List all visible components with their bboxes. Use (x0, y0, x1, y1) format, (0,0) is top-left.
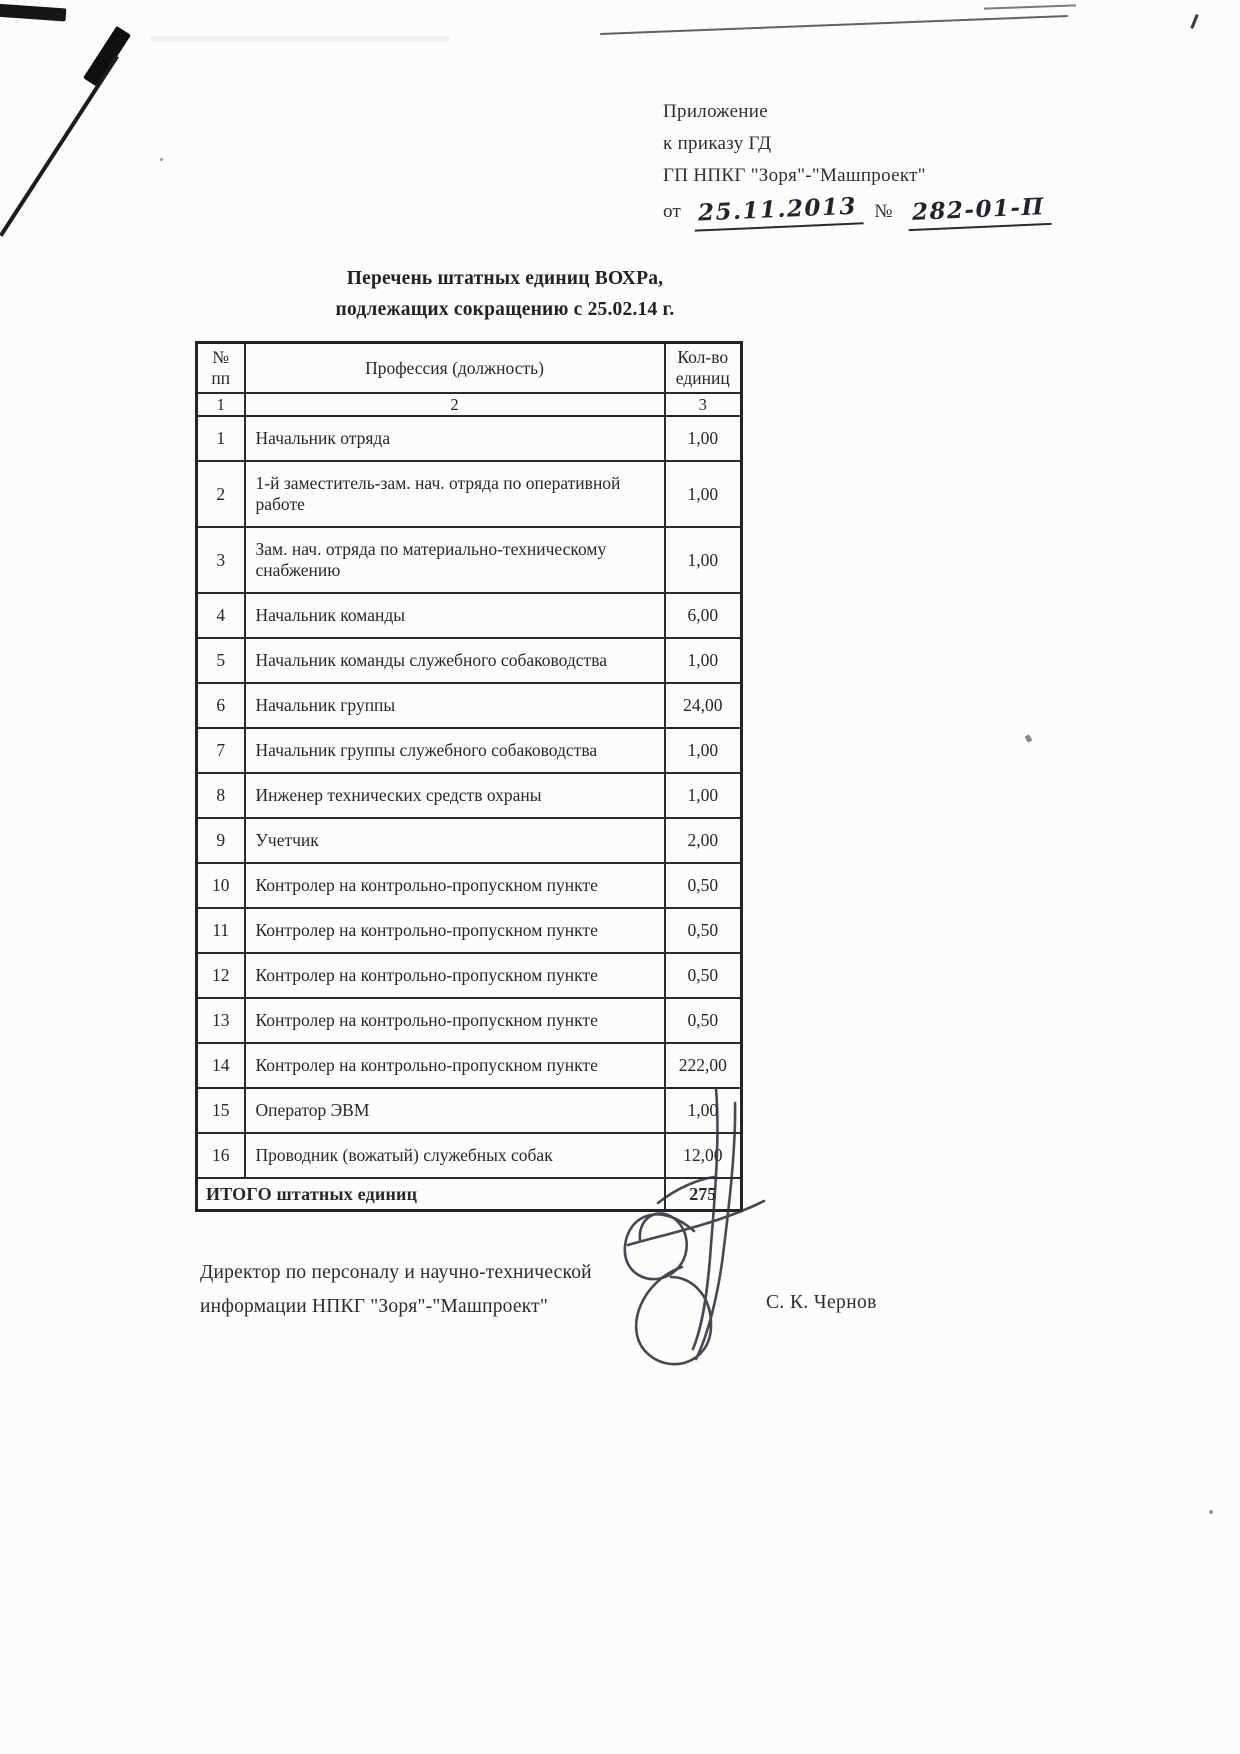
document-title (195, 263, 815, 325)
cell-profession: Контролер на контрольно-пропускном пункте (245, 1043, 665, 1088)
scan-artifact-top-left-bar (0, 4, 66, 22)
signatory-block (200, 1256, 592, 1324)
cell-row-number: 15 (197, 1088, 245, 1133)
table-body (197, 416, 742, 1178)
scan-speck (160, 158, 163, 161)
cell-row-number: 16 (197, 1133, 245, 1178)
scan-artifact-corner-wedge (83, 26, 131, 87)
cell-row-number: 9 (197, 818, 245, 863)
cell-profession: Оператор ЭВМ (245, 1088, 665, 1133)
cell-row-number: 12 (197, 953, 245, 998)
cell-count: 0,50 (665, 953, 742, 998)
table-row (197, 773, 742, 818)
scan-artifact-top-line (600, 15, 1068, 35)
handwritten-order-number: 282-01-П (907, 191, 1051, 231)
cell-row-number: 2 (197, 461, 245, 527)
table-row (197, 953, 742, 998)
cell-count: 1,00 (665, 416, 742, 461)
scan-speck (1209, 1510, 1213, 1514)
ref-line-appendix: Приложение (663, 101, 768, 122)
table-row (197, 728, 742, 773)
cell-count: 1,00 (665, 638, 742, 683)
cell-profession: Начальник команды служебного собаководства (245, 638, 665, 683)
col-header-count (665, 343, 742, 394)
cell-count: 1,00 (665, 728, 742, 773)
ref-line-to-order: к приказу ГД (663, 133, 772, 154)
cell-count: 1,00 (665, 527, 742, 593)
ref-line-company: ГП НПКГ "Зоря"-"Машпроект" (663, 165, 926, 186)
cell-profession: Начальник группы служебного собаководства (245, 728, 665, 773)
cell-count: 24,00 (665, 683, 742, 728)
cell-profession: Начальник группы (245, 683, 665, 728)
cell-profession: Контролер на контрольно-пропускном пункте (245, 998, 665, 1043)
staff-table (195, 341, 743, 1212)
cell-count: 1,00 (665, 461, 742, 527)
cell-row-number: 13 (197, 998, 245, 1043)
cell-row-number: 10 (197, 863, 245, 908)
table-header-row (197, 343, 742, 394)
title-line-2: подлежащих сокращению с 25.02.14 г. (335, 299, 675, 320)
table-row (197, 1043, 742, 1088)
table-row (197, 683, 742, 728)
signatory-line-1: Директор по персоналу и научно-технической (200, 1262, 592, 1283)
scan-artifact-corner-fold-line (0, 55, 119, 237)
column-index-2: 2 (245, 393, 665, 416)
ref-line-date-number (663, 194, 1051, 228)
col-header-number (197, 343, 245, 394)
table-row (197, 527, 742, 593)
total-value: 275 (665, 1178, 742, 1211)
column-index-1: 1 (197, 393, 245, 416)
cell-row-number: 1 (197, 416, 245, 461)
table-row (197, 998, 742, 1043)
cell-profession: Контролер на контрольно-пропускном пункте (245, 863, 665, 908)
cell-row-number: 11 (197, 908, 245, 953)
date-prefix-label: от (663, 201, 682, 222)
order-reference-block (663, 96, 1051, 228)
table-row (197, 638, 742, 683)
cell-profession: Учетчик (245, 818, 665, 863)
cell-count: 2,00 (665, 818, 742, 863)
cell-row-number: 3 (197, 527, 245, 593)
scan-artifact-corner-tick (1190, 14, 1198, 29)
number-sign-label: № (874, 201, 893, 222)
scan-speck (1025, 734, 1033, 743)
cell-count: 12,00 (665, 1133, 742, 1178)
scan-artifact-smudge (150, 36, 450, 42)
cell-count: 6,00 (665, 593, 742, 638)
signatory-name: С. К. Чернов (766, 1292, 877, 1313)
cell-row-number: 8 (197, 773, 245, 818)
column-index-row (197, 393, 742, 416)
column-index-3: 3 (665, 393, 742, 416)
cell-row-number: 5 (197, 638, 245, 683)
table-row (197, 593, 742, 638)
cell-count: 0,50 (665, 998, 742, 1043)
total-label: ИТОГО штатных единиц (197, 1178, 665, 1211)
cell-row-number: 14 (197, 1043, 245, 1088)
cell-profession: Контролер на контрольно-пропускном пункте (245, 908, 665, 953)
col-header-count-bottom: единиц (675, 368, 730, 388)
col-header-profession: Профессия (должность) (245, 343, 665, 394)
title-line-1: Перечень штатных единиц ВОХРа, (346, 268, 664, 289)
table-row (197, 818, 742, 863)
cell-profession: Инженер технических средств охраны (245, 773, 665, 818)
cell-count: 222,00 (665, 1043, 742, 1088)
table-row (197, 416, 742, 461)
cell-count: 0,50 (665, 908, 742, 953)
scan-artifact-top-line-short (984, 4, 1076, 9)
cell-profession: Проводник (вожатый) служебных собак (245, 1133, 665, 1178)
col-header-count-top: Кол-во (677, 347, 729, 367)
cell-profession: Контролер на контрольно-пропускном пункте (245, 953, 665, 998)
cell-count: 0,50 (665, 863, 742, 908)
cell-profession: 1-й заместитель-зам. нач. отряда по оперативной работе (245, 461, 665, 527)
signatory-line-2: информации НПКГ "Зоря"-"Машпроект" (200, 1296, 549, 1317)
cell-profession: Начальник отряда (245, 416, 665, 461)
cell-row-number: 7 (197, 728, 245, 773)
cell-count: 1,00 (665, 1088, 742, 1133)
signature-scribble (598, 1083, 798, 1375)
col-header-number-top: № (212, 347, 230, 367)
cell-count: 1,00 (665, 773, 742, 818)
cell-profession: Начальник команды (245, 593, 665, 638)
cell-row-number: 4 (197, 593, 245, 638)
cell-profession: Зам. нач. отряда по материально-техническому снабжению (245, 527, 665, 593)
handwritten-date: 25.11.2013 (694, 190, 864, 231)
table-row (197, 908, 742, 953)
table-row (197, 461, 742, 527)
table-row (197, 863, 742, 908)
col-header-number-bottom: пп (211, 368, 231, 388)
cell-row-number: 6 (197, 683, 245, 728)
